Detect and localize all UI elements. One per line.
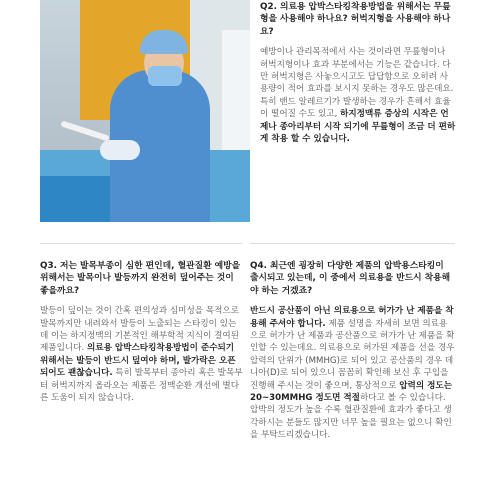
faq-q4-answer-text-2: 하다고 볼 수 있습니다. 압박의 정도가 높을 수록 혈관질환에 효과가 좋다고 생각하시는 분들도 많지만 너무 높을 필요는 없으니 확인을 부탁드리겠습니다. [250, 393, 452, 441]
faq-q4-answer [250, 305, 455, 441]
faq-q3-answer [40, 305, 244, 404]
doctor-ultrasound-photo [40, 0, 250, 222]
faq-q2-title: Q2. 의료용 압박스타킹착용방법을 위해서는 무릎형을 사용해야 하나요? 허벅지형을 사용해야 하나요? [260, 2, 451, 37]
faq-q4 [250, 260, 455, 442]
faq-q4-title: Q4. 최근엔 굉장히 다양한 제품의 압박용스타킹이 출시되고 있는데, 이 중에서 의료용을 반드시 착용해야 하는 거겠죠? [250, 261, 451, 296]
faq-q3-answer-highlight: 의료용 압박스타킹착용방법이 준수되기 위해서는 발등이 반드시 덮여야 하며, 발가락은 오픈 되어도 괜찮습니다. [40, 343, 236, 379]
faq-q4-answer-text: 제품 설명을 자세히 보면 의료용으로 허가가 난 제품과 공산품으로 허가가 난 제품을 확인할 수 있는데요. 의료용으로 허가된 제품을 선을 경우 압력의 단위가 (MMHG)로 되어 있고 공산품의 경우 데니아(D)로 되어 있으니 꼼꼼히 확인해 보신 후 구입을 진행해 주시는 것이 좋으며, 통상적으로 [250, 318, 455, 391]
section-divider-left [40, 243, 242, 244]
faq-q3 [40, 260, 244, 404]
faq-q3-answer-text: 발등이 덮이는 것이 간혹 편의성과 심미성을 목적으로 발목까지만 내려와서 발등이 노출되는 스타킹이 있는데 이는 하지정맥의 기본적인 해부학적 지식이 결여된 제품입니다. [40, 306, 240, 354]
faq-q4-answer-highlight-2: 압력의 정도는 20~30MMHG 정도면 적절 [250, 380, 453, 404]
faq-q2-answer-highlight: 하지정맥류 증상의 시작은 언제나 종아리부터 시작 되기에 무릎형이 조금 더 편하게 착용 할 수 있습니다. [260, 109, 456, 145]
faq-q4-answer-highlight: 반드시 공산품이 아닌 의료용으로 허가가 난 제품을 착용해 주셔야 합니다. [250, 306, 454, 329]
faq-q3-title: Q3. 저는 발목부종이 심한 편인데, 혈관질환 예방을 위해서는 발목이나 발등까지 완전히 덮어주는 것이 좋을까요? [40, 261, 241, 296]
faq-q2-answer-text: 예방이나 관리목적에서 사는 것이라면 무릎형이나 허벅지형이나 효과 부분에서는 기능은 같습니다. 다만 허벅지형은 사놓으시고도 답답함으로 오히려 사용량이 적어 효과를 보시지 못하는 경우도 많은데요. 특히 밴드 알레르기가 발생하는 경우가 흔해서 효율이 떨어질 수도 있고, [260, 47, 454, 120]
photo-ultrasound-probe [60, 120, 109, 141]
faq-q2-answer [260, 46, 456, 145]
photo-doctor-mask [148, 66, 182, 86]
section-divider-right [250, 243, 455, 244]
photo-doctor-glove [100, 140, 140, 160]
faq-q2 [260, 1, 456, 145]
faq-q3-answer-text-2: 특히 발목부터 종아리 혹은 발목부터 허벅지까지 올라오는 제품은 정맥순환 개선에 별다른 도움이 되지 않습니다. [40, 368, 243, 404]
